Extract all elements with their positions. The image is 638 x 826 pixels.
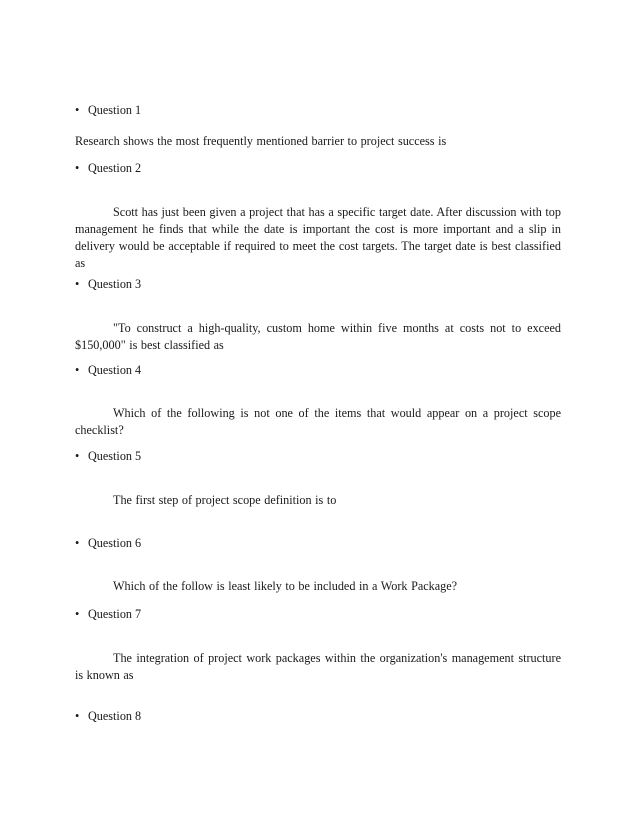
bullet-icon: • bbox=[75, 277, 80, 291]
question-3-text: "To construct a high-quality, custom home within five months at costs not to exceed $150,000" is best classified as bbox=[75, 321, 561, 352]
question-7-text: The integration of project work packages within the organization's management structure is known as bbox=[75, 651, 561, 682]
bullet-icon: • bbox=[75, 536, 80, 550]
question-1-text: Research shows the most frequently mentioned barrier to project success is bbox=[75, 134, 447, 148]
question-5-text: The first step of project scope definition is to bbox=[113, 493, 337, 507]
bullet-icon: • bbox=[75, 363, 80, 377]
question-6-text: Which of the follow is least likely to be included in a Work Package? bbox=[113, 579, 458, 593]
bullet-icon: • bbox=[75, 607, 80, 621]
bullet-icon: • bbox=[75, 449, 80, 463]
question-1-heading bbox=[75, 102, 561, 119]
question-6-heading bbox=[75, 535, 561, 552]
bullet-icon: • bbox=[75, 709, 80, 723]
question-label: Question 7 bbox=[88, 607, 142, 621]
question-label: Question 6 bbox=[88, 536, 142, 550]
question-label: Question 5 bbox=[88, 449, 142, 463]
question-label: Question 8 bbox=[88, 709, 142, 723]
question-label: Question 4 bbox=[88, 363, 142, 377]
question-2-heading bbox=[75, 160, 561, 177]
bullet-icon: • bbox=[75, 161, 80, 175]
question-label: Question 2 bbox=[88, 161, 142, 175]
question-2-text: Scott has just been given a project that has a specific target date. After discussion with top management he finds that while the date is important the cost is more important and a slip in delivery would be acceptable if required to meet the cost targets. The target date is best classified as bbox=[75, 205, 561, 270]
question-8-heading bbox=[75, 708, 561, 725]
question-7-heading bbox=[75, 606, 561, 623]
question-5-heading bbox=[75, 448, 561, 465]
question-4-heading bbox=[75, 362, 561, 379]
question-label: Question 3 bbox=[88, 277, 142, 291]
bullet-icon: • bbox=[75, 103, 80, 117]
question-label: Question 1 bbox=[88, 103, 142, 117]
question-3-heading bbox=[75, 276, 561, 293]
question-4-text: Which of the following is not one of the items that would appear on a project scope checklist? bbox=[75, 406, 561, 437]
